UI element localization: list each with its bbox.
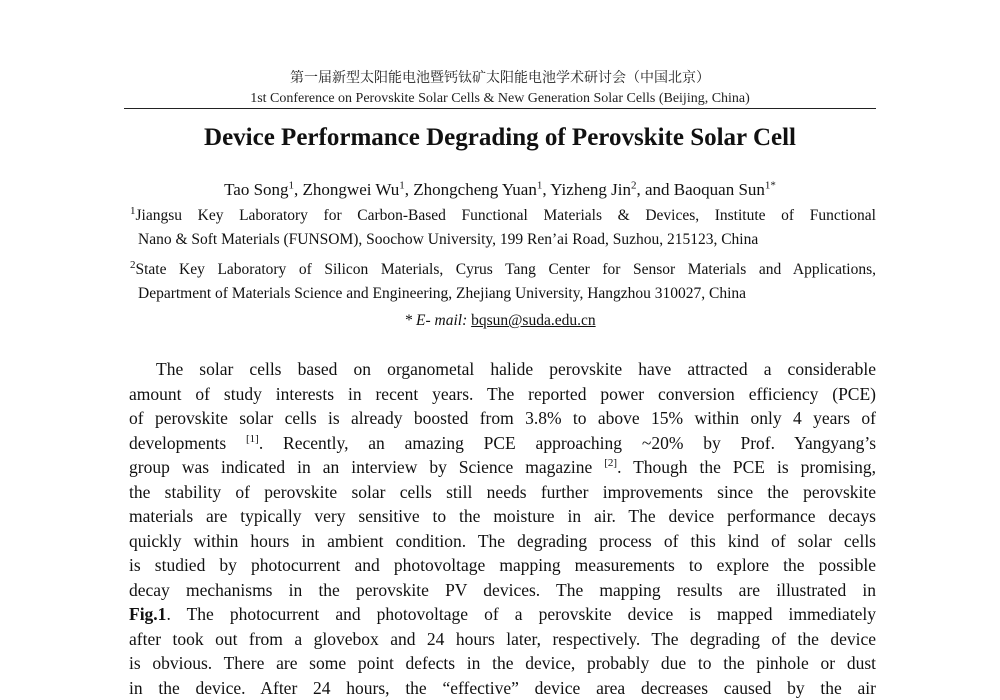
affiliation-mark: 1 <box>130 205 136 217</box>
body-line <box>129 455 876 480</box>
author-affiliation-mark: 1* <box>765 179 776 191</box>
body-line: quickly within hours in ambient condition. The degrading process of this kind of solar cells <box>129 529 876 554</box>
body-line: of perovskite solar cells is already boosted from 3.8% to above 15% within only 4 years of <box>129 406 876 431</box>
body-line <box>129 602 876 627</box>
conference-header-chinese: 第一届新型太阳能电池暨钙钛矿太阳能电池学术研讨会（中国北京） <box>0 69 1000 87</box>
affiliation-text: Department of Materials Science and Engineering, Zhejiang University, Hangzhou 310027, China <box>130 282 876 306</box>
author-affiliation-mark: 2 <box>631 179 637 191</box>
body-line-partial <box>129 676 876 686</box>
body-text: . The photocurrent and photovoltage of a perovskite device is mapped immediately <box>166 604 876 624</box>
email-label: * E- mail: <box>404 312 467 329</box>
author-separator: , <box>405 180 414 199</box>
author-affiliation-mark: 1 <box>537 179 543 191</box>
body-text: in the device. After 24 hours, the “effective” device area decreases caused by the air <box>129 676 876 700</box>
author-list <box>0 180 1000 200</box>
affiliation-line <box>130 258 876 282</box>
body-line: amount of study interests in recent years. The reported power conversion efficiency (PCE) <box>129 382 876 407</box>
body-line: after took out from a glovebox and 24 hours later, respectively. The degrading of the device <box>129 627 876 652</box>
author-name: Yizheng Jin <box>550 180 631 199</box>
author-affiliation-mark: 1 <box>399 179 405 191</box>
affiliation-text: Jiangsu Key Laboratory for Carbon-Based Functional Materials & Devices, Institute of Functional <box>136 207 877 224</box>
affiliation-text: State Key Laboratory of Silicon Materials, Cyrus Tang Center for Sensor Materials and Applications, <box>136 261 877 278</box>
body-line: materials are typically very sensitive to the moisture in air. The device performance decays <box>129 504 876 529</box>
author-affiliation-mark: 1 <box>289 179 295 191</box>
author-separator: , <box>294 180 303 199</box>
author-name: Zhongwei Wu <box>303 180 400 199</box>
body-line: is studied by photocurrent and photovoltage mapping measurements to explore the possible <box>129 553 876 578</box>
affiliation-text: Nano & Soft Materials (FUNSOM), Soochow University, 199 Ren’ai Road, Suzhou, 215123, China <box>130 228 876 252</box>
body-text: . Though the PCE is promising, <box>617 457 876 477</box>
author-name: Tao Song <box>224 180 288 199</box>
header-divider <box>124 108 876 109</box>
body-text: developments <box>129 433 246 453</box>
body-text: group was indicated in an interview by Science magazine <box>129 457 604 477</box>
abstract-body <box>129 357 876 686</box>
conference-header-english: 1st Conference on Perovskite Solar Cells & New Generation Solar Cells (Beijing, China) <box>0 90 1000 107</box>
body-line: decay mechanisms in the perovskite PV devices. The mapping results are illustrated in <box>129 578 876 603</box>
affiliation-line <box>130 204 876 228</box>
citation-ref: [1] <box>246 433 259 445</box>
citation-ref: [2] <box>604 457 617 469</box>
author-separator: , and <box>636 180 673 199</box>
body-line: The solar cells based on organometal halide perovskite have attracted a considerable <box>129 357 876 382</box>
body-text: . Recently, an amazing PCE approaching ~20% by Prof. Yangyang’s <box>259 433 876 453</box>
affiliation-mark: 2 <box>130 259 136 271</box>
body-line <box>129 431 876 456</box>
author-separator: , <box>542 180 550 199</box>
affiliation-2 <box>130 258 876 306</box>
author-name: Zhongcheng Yuan <box>413 180 537 199</box>
paper-title: Device Performance Degrading of Perovskite Solar Cell <box>0 122 1000 154</box>
corresponding-email <box>0 311 1000 331</box>
affiliation-1 <box>130 204 876 252</box>
body-line: the stability of perovskite solar cells still needs further improvements since the perovskite <box>129 480 876 505</box>
body-line: is obvious. There are some point defects in the device, probably due to the pinhole or dust <box>129 651 876 676</box>
author-name: Baoquan Sun <box>674 180 765 199</box>
email-link[interactable]: bqsun@suda.edu.cn <box>471 312 595 329</box>
figure-ref: Fig.1 <box>129 604 166 624</box>
